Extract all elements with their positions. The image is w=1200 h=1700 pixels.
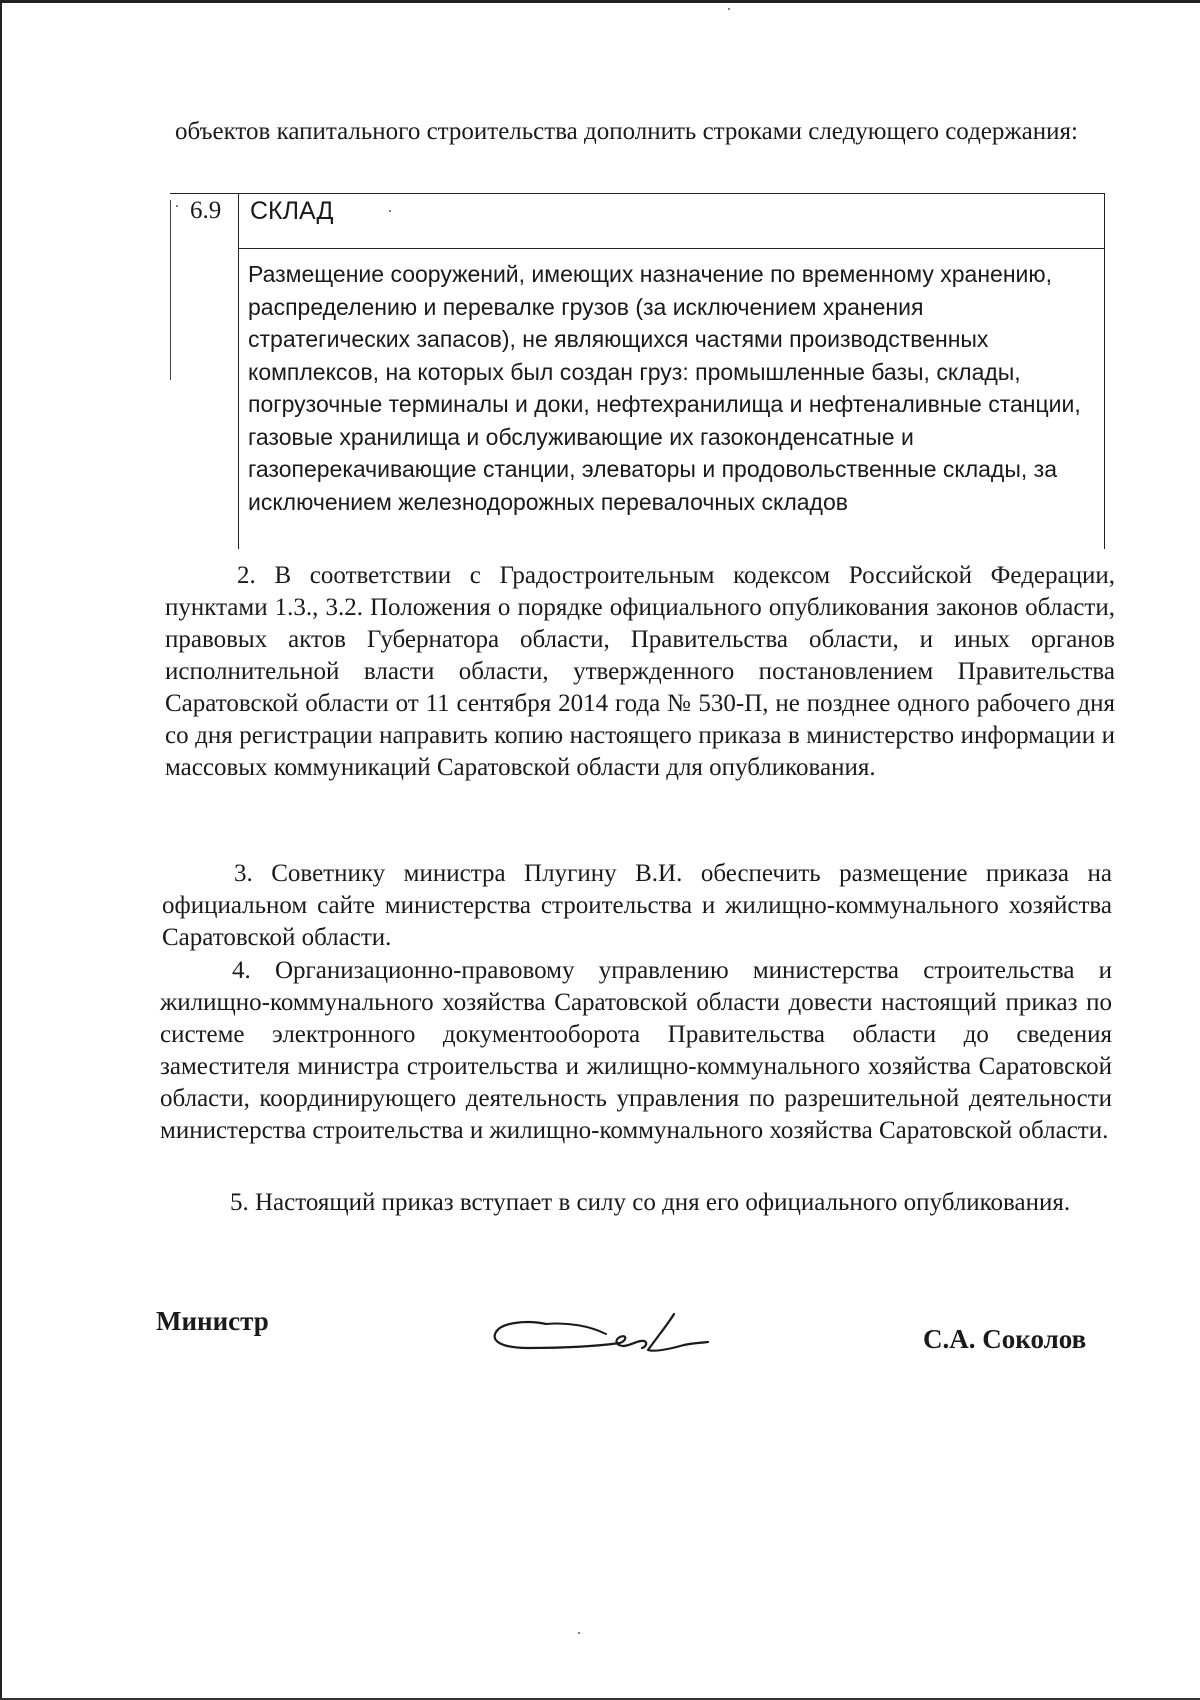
paragraph-5: 5. Настоящий приказ вступает в силу со дня его официального опубликования. <box>230 1189 1071 1216</box>
table-left-edge <box>170 200 172 380</box>
signatory-name: С.А. Соколов <box>923 1324 1087 1354</box>
table-title-cell: СКЛАД <box>250 197 334 225</box>
handwritten-signature <box>488 1310 713 1370</box>
intro-paragraph: объектов капитального строительства дополнить строками следующего содержания: <box>175 118 1078 145</box>
scan-speck <box>389 210 391 212</box>
table-description-cell: Размещение сооружений, имеющих назначение по временному хранению, распределению и перевалке грузов (за исключением хранения стратегических запасов), не являющихся частями производственных комплексов, на которых был создан груз: промышленные базы, склады, погрузочные терминалы и доки, нефтехранилища и нефтеналивные станции, газовые хранилища и обслуживающие их газоконденсатные и газоперекачивающие станции, элеваторы и продовольственные склады, за исключением железнодорожных перевалочных складов <box>248 261 1081 515</box>
land-use-table <box>170 193 1105 549</box>
paragraph-2: 2. В соответствии с Градостроительным кодексом Российской Федерации, пунктами 1.3., 3.2. Положения о порядке официального опубликования законов области, правовых актов Губернатора области, Правительства области, и иных органов исполнительной власти области, утвержденного постановлением Правительства Саратовской области от 11 сентября 2014 года № 530-П, не позднее одного рабочего дня со дня регистрации направить копию настоящего приказа в министерство информации и массовых коммуникаций Саратовской области для опубликования. <box>165 562 1115 781</box>
scan-border-left <box>0 0 2 1700</box>
signatory-position: Министр <box>156 1306 269 1336</box>
scan-speck <box>578 1632 580 1634</box>
scan-border-top <box>0 0 1200 3</box>
table-code-cell: 6.9 <box>190 197 222 224</box>
scan-speck <box>176 205 178 207</box>
paragraph-4: 4. Организационно-правовому управлению министерства строительства и жилищно-коммунального хозяйства Саратовской области довести настоящий приказ по системе электронного документооборота Правительства области до сведения заместителя министра строительства и жилищно-коммунального хозяйства Саратовской области, координирующего деятельность управления по разрешительной деятельности министерства строительства и жилищно-коммунального хозяйства Саратовской области. <box>160 957 1112 1144</box>
scan-speck <box>728 8 730 10</box>
table-row-divider <box>238 248 1104 249</box>
paragraph-3: 3. Советнику министра Плугину В.И. обеспечить размещение приказа на официальном сайте министерства строительства и жилищно-коммунального хозяйства Саратовской области. <box>162 860 1112 951</box>
